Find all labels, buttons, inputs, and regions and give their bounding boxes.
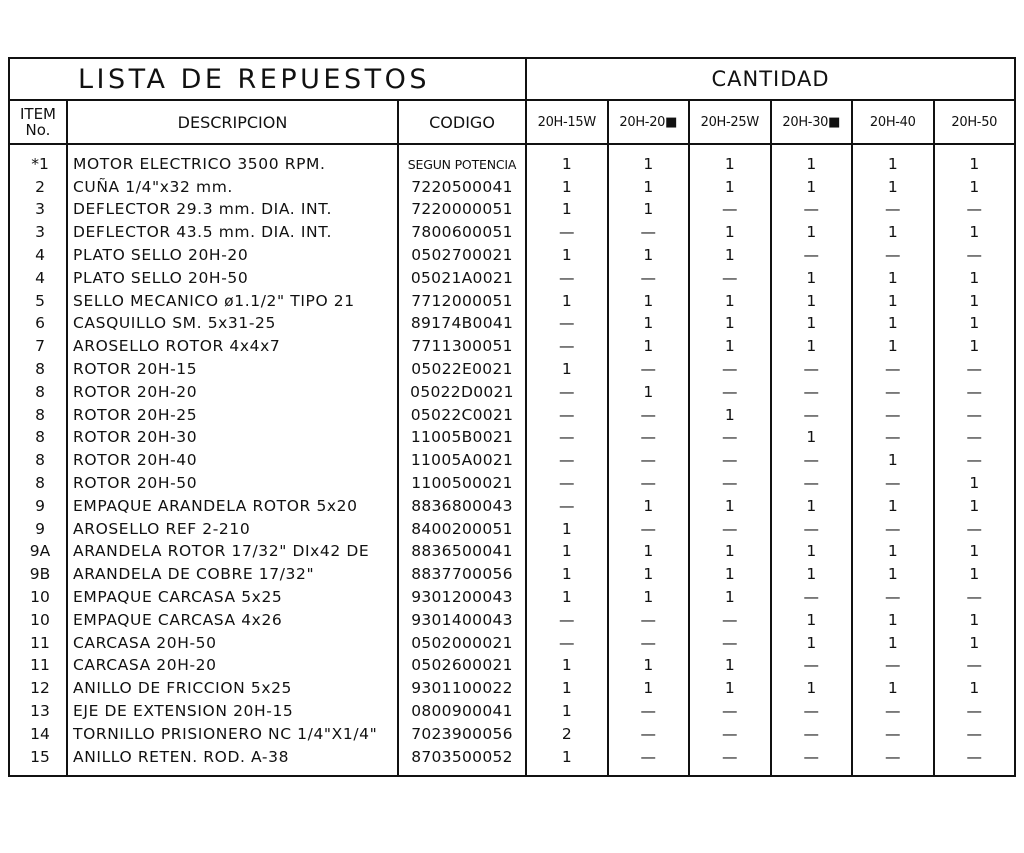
quantity-cell: — <box>934 358 1016 381</box>
quantity-cell: — <box>689 427 771 450</box>
quantity-cell: — <box>771 655 853 678</box>
quantity-cell: 1 <box>608 335 690 358</box>
quantity-cell: 1 <box>526 746 608 776</box>
quantity-cell: 1 <box>689 586 771 609</box>
item-number-cell: 10 <box>9 586 67 609</box>
quantity-cell: — <box>934 199 1016 222</box>
quantity-cell: 1 <box>689 563 771 586</box>
quantity-cell: — <box>771 358 853 381</box>
quantity-cell: — <box>608 427 690 450</box>
quantity-cell: — <box>852 427 934 450</box>
description-cell: CARCASA 20H-50 <box>67 632 398 655</box>
quantity-cell: — <box>689 723 771 746</box>
quantity-cell: 1 <box>771 563 853 586</box>
table-row <box>9 176 1015 199</box>
quantity-cell: 1 <box>852 541 934 564</box>
quantity-cell: — <box>852 700 934 723</box>
code-cell: 05022C0021 <box>398 404 526 427</box>
description-cell: PLATO SELLO 20H-50 <box>67 267 398 290</box>
table-row <box>9 655 1015 678</box>
quantity-cell: 1 <box>934 267 1016 290</box>
item-number-cell: 4 <box>9 267 67 290</box>
quantity-cell: 1 <box>689 335 771 358</box>
quantity-cell: 1 <box>934 609 1016 632</box>
quantity-cell: 1 <box>526 541 608 564</box>
quantity-cell: — <box>526 313 608 336</box>
item-number-cell: 8 <box>9 472 67 495</box>
quantity-cell: — <box>608 723 690 746</box>
code-cell: 8836500041 <box>398 541 526 564</box>
quantity-cell: 1 <box>526 199 608 222</box>
quantity-cell: 2 <box>526 723 608 746</box>
quantity-cell: — <box>608 404 690 427</box>
spare-parts-sheet <box>8 57 1014 777</box>
quantity-cell: — <box>771 381 853 404</box>
quantity-cell: 1 <box>689 655 771 678</box>
quantity-cell: 1 <box>689 144 771 176</box>
quantity-cell: 1 <box>689 404 771 427</box>
quantity-cell: 1 <box>934 335 1016 358</box>
code-cell: 05022E0021 <box>398 358 526 381</box>
description-cell: CUÑA 1/4"x32 mm. <box>67 176 398 199</box>
quantity-cell: 1 <box>608 290 690 313</box>
code-cell: 1100500021 <box>398 472 526 495</box>
quantity-cell: 1 <box>608 381 690 404</box>
item-number-cell: 8 <box>9 427 67 450</box>
quantity-cell: — <box>608 746 690 776</box>
quantity-cell: — <box>689 609 771 632</box>
description-cell: DEFLECTOR 43.5 mm. DIA. INT. <box>67 221 398 244</box>
quantity-cell: — <box>852 381 934 404</box>
table-row <box>9 472 1015 495</box>
description-cell: CARCASA 20H-20 <box>67 655 398 678</box>
quantity-cell: 1 <box>526 176 608 199</box>
table-row <box>9 313 1015 336</box>
quantity-cell: 1 <box>608 313 690 336</box>
quantity-cell: 1 <box>771 677 853 700</box>
quantity-cell: — <box>852 723 934 746</box>
quantity-cell: 1 <box>771 609 853 632</box>
quantity-cell: — <box>526 221 608 244</box>
quantity-cell: 1 <box>608 563 690 586</box>
quantity-cell: — <box>526 449 608 472</box>
code-cell: 8400200051 <box>398 518 526 541</box>
quantity-cell: 1 <box>689 176 771 199</box>
item-number-cell: 4 <box>9 244 67 267</box>
quantity-cell: 1 <box>608 199 690 222</box>
item-number-cell: 6 <box>9 313 67 336</box>
item-number-cell: 3 <box>9 221 67 244</box>
quantity-cell: — <box>771 404 853 427</box>
quantity-cell: 1 <box>934 541 1016 564</box>
quantity-cell: 1 <box>852 609 934 632</box>
description-cell: PLATO SELLO 20H-20 <box>67 244 398 267</box>
quantity-cell: — <box>934 586 1016 609</box>
quantity-cell: 1 <box>771 313 853 336</box>
quantity-cell: 1 <box>608 144 690 176</box>
code-cell: 0502700021 <box>398 244 526 267</box>
code-cell: 7712000051 <box>398 290 526 313</box>
quantity-cell: 1 <box>852 290 934 313</box>
quantity-cell: — <box>934 404 1016 427</box>
code-cell: 7220000051 <box>398 199 526 222</box>
quantity-cell: — <box>608 358 690 381</box>
item-number-cell: 9 <box>9 495 67 518</box>
parts-table-body <box>9 144 1015 776</box>
quantity-cell: — <box>689 199 771 222</box>
quantity-cell: — <box>771 472 853 495</box>
item-number-cell: 12 <box>9 677 67 700</box>
table-row <box>9 746 1015 776</box>
item-number-cell: 13 <box>9 700 67 723</box>
quantity-cell: — <box>608 518 690 541</box>
item-number-cell: 9B <box>9 563 67 586</box>
table-row <box>9 723 1015 746</box>
table-row <box>9 586 1015 609</box>
code-cell: 0800900041 <box>398 700 526 723</box>
quantity-cell: — <box>689 358 771 381</box>
description-cell: ROTOR 20H-15 <box>67 358 398 381</box>
code-cell: 7220500041 <box>398 176 526 199</box>
table-row <box>9 358 1015 381</box>
quantity-cell: — <box>934 746 1016 776</box>
quantity-cell: 1 <box>852 335 934 358</box>
quantity-cell: — <box>934 700 1016 723</box>
quantity-cell: 1 <box>852 449 934 472</box>
code-cell: 7800600051 <box>398 221 526 244</box>
description-cell: ANILLO DE FRICCION 5x25 <box>67 677 398 700</box>
table-row <box>9 381 1015 404</box>
quantity-cell: 1 <box>689 495 771 518</box>
quantity-cell: 1 <box>852 563 934 586</box>
quantity-cell: 1 <box>771 221 853 244</box>
quantity-cell: 1 <box>689 221 771 244</box>
code-cell: 11005B0021 <box>398 427 526 450</box>
quantity-cell: — <box>526 335 608 358</box>
quantity-cell: — <box>689 449 771 472</box>
description-cell: MOTOR ELECTRICO 3500 RPM. <box>67 144 398 176</box>
item-number-cell: 8 <box>9 358 67 381</box>
table-row <box>9 221 1015 244</box>
table-row <box>9 518 1015 541</box>
table-title: LISTA DE REPUESTOS <box>9 58 526 100</box>
quantity-cell: 1 <box>608 655 690 678</box>
table-row <box>9 609 1015 632</box>
quantity-cell: 1 <box>852 144 934 176</box>
quantity-cell: — <box>771 746 853 776</box>
quantity-cell: 1 <box>934 313 1016 336</box>
quantity-cell: — <box>526 267 608 290</box>
item-number-cell: 9 <box>9 518 67 541</box>
quantity-cell: — <box>852 518 934 541</box>
quantity-cell: 1 <box>771 144 853 176</box>
quantity-cell: 1 <box>526 290 608 313</box>
quantity-cell: — <box>852 358 934 381</box>
quantity-cell: 1 <box>852 632 934 655</box>
description-cell: DEFLECTOR 29.3 mm. DIA. INT. <box>67 199 398 222</box>
quantity-cell: — <box>608 267 690 290</box>
code-cell: 7023900056 <box>398 723 526 746</box>
quantity-cell: — <box>934 381 1016 404</box>
item-number-cell: 5 <box>9 290 67 313</box>
quantity-cell: — <box>771 518 853 541</box>
quantity-cell: — <box>852 746 934 776</box>
quantity-cell: 1 <box>771 267 853 290</box>
quantity-cell: — <box>771 723 853 746</box>
quantity-cell: 1 <box>526 677 608 700</box>
table-row <box>9 199 1015 222</box>
column-header-row <box>9 100 1015 144</box>
quantity-cell: — <box>526 472 608 495</box>
code-cell: 0502600021 <box>398 655 526 678</box>
quantity-cell: 1 <box>689 541 771 564</box>
quantity-cell: 1 <box>771 176 853 199</box>
quantity-cell: — <box>608 700 690 723</box>
quantity-cell: — <box>771 449 853 472</box>
quantity-cell: 1 <box>608 586 690 609</box>
quantity-cell: 1 <box>771 632 853 655</box>
quantity-cell: 1 <box>771 335 853 358</box>
spare-parts-table <box>8 57 1016 777</box>
quantity-cell: — <box>526 404 608 427</box>
quantity-cell: 1 <box>771 541 853 564</box>
quantity-cell: 1 <box>608 541 690 564</box>
table-row <box>9 267 1015 290</box>
quantity-cell: 1 <box>526 244 608 267</box>
quantity-cell: — <box>934 655 1016 678</box>
model-header-20h-50: 20H-50 <box>934 100 1016 144</box>
code-cell: 0502000021 <box>398 632 526 655</box>
table-row <box>9 563 1015 586</box>
table-row <box>9 244 1015 267</box>
quantity-cell: 1 <box>526 518 608 541</box>
description-cell: EMPAQUE CARCASA 4x26 <box>67 609 398 632</box>
item-header-line1: ITEM <box>19 105 56 123</box>
quantity-cell: — <box>689 472 771 495</box>
table-row <box>9 495 1015 518</box>
quantity-cell: — <box>689 632 771 655</box>
quantity-cell: 1 <box>771 290 853 313</box>
table-row <box>9 449 1015 472</box>
item-number-cell: 7 <box>9 335 67 358</box>
item-number-cell: 11 <box>9 632 67 655</box>
quantity-cell: — <box>934 723 1016 746</box>
table-row <box>9 335 1015 358</box>
quantity-cell: — <box>689 381 771 404</box>
item-number-cell: 9A <box>9 541 67 564</box>
quantity-cell: — <box>934 518 1016 541</box>
code-cell: 7711300051 <box>398 335 526 358</box>
code-header: CODIGO <box>398 100 526 144</box>
quantity-cell: 1 <box>526 655 608 678</box>
model-header-20h-40: 20H-40 <box>852 100 934 144</box>
item-number-cell: 2 <box>9 176 67 199</box>
description-cell: ROTOR 20H-20 <box>67 381 398 404</box>
quantity-cell: 1 <box>526 700 608 723</box>
code-cell: 8837700056 <box>398 563 526 586</box>
quantity-cell: 1 <box>608 244 690 267</box>
quantity-cell: 1 <box>934 472 1016 495</box>
item-number-cell: 3 <box>9 199 67 222</box>
item-number-cell: 10 <box>9 609 67 632</box>
item-number-cell: 15 <box>9 746 67 776</box>
quantity-cell: 1 <box>934 677 1016 700</box>
quantity-cell: — <box>689 700 771 723</box>
quantity-cell: — <box>608 632 690 655</box>
item-number-header <box>9 100 67 144</box>
quantity-cell: 1 <box>608 495 690 518</box>
quantity-cell: — <box>771 700 853 723</box>
item-number-cell: 14 <box>9 723 67 746</box>
description-header: DESCRIPCION <box>67 100 398 144</box>
code-cell: 89174B0041 <box>398 313 526 336</box>
quantity-cell: — <box>771 244 853 267</box>
model-header-20h-15w: 20H-15W <box>526 100 608 144</box>
model-header-20h-25w: 20H-25W <box>689 100 771 144</box>
item-number-cell: 8 <box>9 381 67 404</box>
quantity-cell: 1 <box>689 313 771 336</box>
quantity-cell: 1 <box>934 632 1016 655</box>
table-row <box>9 144 1015 176</box>
quantity-cell: — <box>526 632 608 655</box>
table-row <box>9 632 1015 655</box>
code-cell: 8836800043 <box>398 495 526 518</box>
quantity-cell: — <box>852 404 934 427</box>
quantity-cell: — <box>689 267 771 290</box>
quantity-cell: 1 <box>852 267 934 290</box>
quantity-cell: — <box>934 244 1016 267</box>
quantity-cell: — <box>608 609 690 632</box>
quantity-cell: — <box>771 199 853 222</box>
description-cell: ARANDELA DE COBRE 17/32" <box>67 563 398 586</box>
description-cell: ROTOR 20H-30 <box>67 427 398 450</box>
quantity-cell: 1 <box>934 144 1016 176</box>
code-cell: 9301200043 <box>398 586 526 609</box>
table-row <box>9 700 1015 723</box>
description-cell: AROSELLO ROTOR 4x4x7 <box>67 335 398 358</box>
description-cell: ROTOR 20H-50 <box>67 472 398 495</box>
quantity-cell: — <box>526 495 608 518</box>
quantity-cell: 1 <box>689 677 771 700</box>
quantity-cell: 1 <box>689 290 771 313</box>
quantity-cell: 1 <box>526 358 608 381</box>
item-number-cell: 8 <box>9 449 67 472</box>
quantity-cell: 1 <box>852 677 934 700</box>
quantity-cell: — <box>608 472 690 495</box>
table-row <box>9 404 1015 427</box>
quantity-cell: 1 <box>852 221 934 244</box>
quantity-cell: 1 <box>852 495 934 518</box>
code-cell: 11005A0021 <box>398 449 526 472</box>
description-cell: ANILLO RETEN. ROD. A-38 <box>67 746 398 776</box>
quantity-cell: — <box>852 586 934 609</box>
quantity-cell: 1 <box>608 677 690 700</box>
code-cell: SEGUN POTENCIA <box>398 144 526 176</box>
code-cell: 8703500052 <box>398 746 526 776</box>
quantity-cell: — <box>526 381 608 404</box>
quantity-cell: — <box>689 518 771 541</box>
quantity-cell: 1 <box>526 586 608 609</box>
table-row <box>9 541 1015 564</box>
quantity-cell: 1 <box>771 427 853 450</box>
model-header-20h-30: 20H-30■ <box>771 100 853 144</box>
description-cell: EJE DE EXTENSION 20H-15 <box>67 700 398 723</box>
quantity-cell: 1 <box>771 495 853 518</box>
quantity-cell: — <box>852 244 934 267</box>
quantity-cell: 1 <box>934 176 1016 199</box>
quantity-cell: — <box>608 221 690 244</box>
description-cell: AROSELLO REF 2-210 <box>67 518 398 541</box>
quantity-cell: — <box>852 199 934 222</box>
item-header-line2: No. <box>25 121 51 139</box>
quantity-cell: 1 <box>689 244 771 267</box>
description-cell: SELLO MECANICO ø1.1/2" TIPO 21 <box>67 290 398 313</box>
quantity-cell: 1 <box>934 221 1016 244</box>
description-cell: ROTOR 20H-25 <box>67 404 398 427</box>
item-number-cell: 11 <box>9 655 67 678</box>
description-cell: ROTOR 20H-40 <box>67 449 398 472</box>
code-cell: 05022D0021 <box>398 381 526 404</box>
quantity-cell: — <box>608 449 690 472</box>
quantity-cell: 1 <box>852 313 934 336</box>
quantity-cell: 1 <box>934 563 1016 586</box>
quantity-cell: 1 <box>608 176 690 199</box>
quantity-cell: — <box>526 427 608 450</box>
code-cell: 05021A0021 <box>398 267 526 290</box>
quantity-cell: — <box>689 746 771 776</box>
description-cell: TORNILLO PRISIONERO NC 1/4"X1/4" <box>67 723 398 746</box>
quantity-cell: 1 <box>934 495 1016 518</box>
code-cell: 9301400043 <box>398 609 526 632</box>
model-header-20h-20: 20H-20■ <box>608 100 690 144</box>
table-row <box>9 677 1015 700</box>
description-cell: EMPAQUE CARCASA 5x25 <box>67 586 398 609</box>
quantity-cell: 1 <box>852 176 934 199</box>
table-row <box>9 290 1015 313</box>
description-cell: EMPAQUE ARANDELA ROTOR 5x20 <box>67 495 398 518</box>
table-row <box>9 427 1015 450</box>
quantity-cell: — <box>934 449 1016 472</box>
item-number-cell: *1 <box>9 144 67 176</box>
quantity-cell: 1 <box>526 563 608 586</box>
quantity-cell: — <box>771 586 853 609</box>
quantity-cell: — <box>852 472 934 495</box>
description-cell: ARANDELA ROTOR 17/32" DIx42 DE <box>67 541 398 564</box>
quantity-cell: — <box>852 655 934 678</box>
description-cell: CASQUILLO SM. 5x31-25 <box>67 313 398 336</box>
quantity-cell: — <box>934 427 1016 450</box>
item-number-cell: 8 <box>9 404 67 427</box>
quantity-cell: — <box>526 609 608 632</box>
quantity-cell: 1 <box>526 144 608 176</box>
quantity-header: CANTIDAD <box>526 58 1015 100</box>
code-cell: 9301100022 <box>398 677 526 700</box>
quantity-cell: 1 <box>934 290 1016 313</box>
